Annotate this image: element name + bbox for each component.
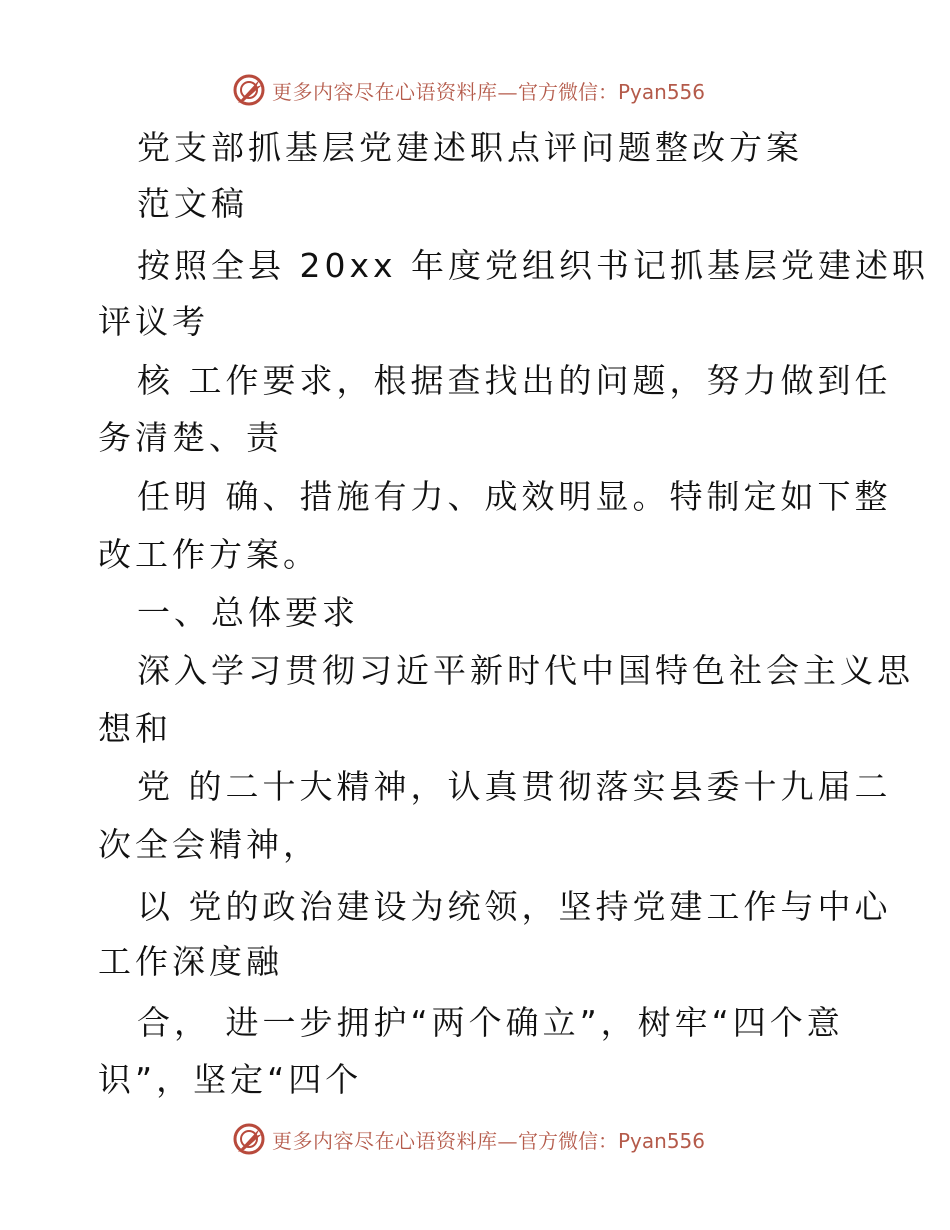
footer-banner-wechat: 官方微信：Pyan556 [518,1128,706,1153]
header-banner-text: 更多内容尽在心语资料库— [272,79,518,104]
paragraph-line: 想和 [98,709,172,748]
footer-banner-text: 更多内容尽在心语资料库— [272,1128,518,1153]
paragraph-line: 以 党的政治建设为统领，坚持党建工作与中心 [137,887,892,926]
paragraph-line: 评议考 [98,302,209,341]
paragraph-line: 合， 进一步拥护“两个确立”，树牢“四个意 [137,1003,844,1042]
paragraph-line: 党 的二十大精神，认真贯彻落实县委十九届二 [137,767,892,806]
document-title-line-1: 党支部抓基层党建述职点评问题整改方案 [137,128,803,167]
paragraph-line: 工作深度融 [98,942,283,981]
paragraph-line: 改工作方案。 [98,535,320,574]
paragraph-line: 核 工作要求，根据查找出的问题，努力做到任 [137,361,892,400]
paragraph-line: 次全会精神， [98,825,320,864]
paragraph-line: 务清楚、责 [98,418,283,457]
paragraph-line: 任明 确、措施有力、成效明显。特制定如下整 [137,477,892,516]
document-title-line-2: 范文稿 [137,184,248,223]
paragraph-line: 深入学习贯彻习近平新时代中国特色社会主义思 [137,651,914,690]
paragraph-line: 按照全县 20xx 年度党组织书记抓基层党建述职 [137,246,930,285]
footer-watermark-banner [232,1119,705,1159]
quill-logo-icon [232,1122,266,1156]
paragraph-line: 识”，坚定“四个 [98,1060,363,1099]
section-heading: 一、总体要求 [137,593,359,632]
header-banner-wechat: 官方微信：Pyan556 [518,79,706,104]
